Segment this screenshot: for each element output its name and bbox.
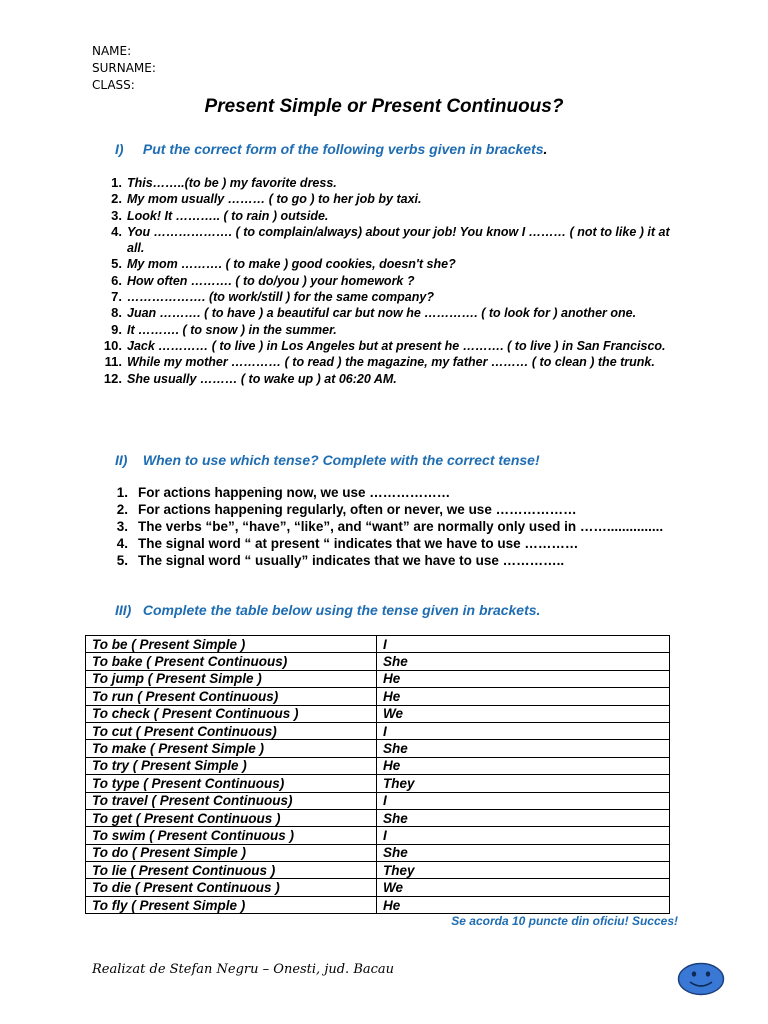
item-text: It ………. ( to snow ) in the summer. — [127, 322, 337, 337]
item-text: While my mother ………… ( to read ) the magazine, my father ……… ( to clean ) the trunk. — [127, 355, 655, 370]
verb-cell: To be ( Present Simple ) — [86, 636, 377, 653]
exercise-1-item — [100, 208, 690, 224]
tense-table — [85, 635, 670, 914]
class-label: CLASS: — [92, 78, 135, 92]
verb-cell: To bake ( Present Continuous) — [86, 653, 377, 670]
exercise-2-item — [100, 518, 680, 535]
table-row — [86, 827, 670, 844]
subject-cell: She — [377, 844, 670, 861]
section-1-heading — [115, 141, 547, 157]
exercise-2-item — [100, 535, 680, 552]
exercise-1-item — [100, 175, 690, 191]
item-number: 12. — [103, 370, 122, 386]
exercise-1-item — [100, 305, 690, 321]
smiley-face-icon — [677, 962, 725, 996]
verb-cell: To run ( Present Continuous) — [86, 688, 377, 705]
verb-cell: To lie ( Present Continuous ) — [86, 862, 377, 879]
item-number: 2. — [111, 191, 122, 207]
table-row — [86, 844, 670, 861]
verb-cell: To do ( Present Simple ) — [86, 844, 377, 861]
exercise-2-item — [100, 501, 680, 518]
subject-cell: I — [377, 792, 670, 809]
section-2-roman: II) — [115, 452, 128, 468]
section-1-roman: I) — [115, 141, 124, 157]
table-row — [86, 775, 670, 792]
item-text: Look! It ……….. ( to rain ) outside. — [127, 208, 329, 223]
page-title: Present Simple or Present Continuous? — [204, 96, 564, 117]
table-row — [86, 722, 670, 739]
verb-cell: To swim ( Present Continuous ) — [86, 827, 377, 844]
surname-label: SURNAME: — [92, 61, 156, 75]
author-footer: Realizat de Stefan Negru – Onesti, jud. Bacau — [92, 962, 395, 977]
subject-cell: They — [377, 862, 670, 879]
item-number: 11. — [104, 354, 122, 370]
subject-cell: He — [377, 757, 670, 774]
section-2-heading — [115, 452, 540, 468]
exercise-1-item — [100, 371, 690, 387]
item-number: 8. — [111, 305, 122, 321]
item-number: 7. — [111, 289, 122, 305]
item-text: My mom usually ……… ( to go ) to her job by taxi. — [127, 192, 422, 207]
item-number: 5. — [111, 256, 122, 272]
exercise-2-item — [100, 484, 680, 501]
item-number: 5. — [116, 553, 128, 568]
item-text: For actions happening now, we use ……………… — [138, 485, 451, 500]
verb-cell: To type ( Present Continuous) — [86, 775, 377, 792]
item-text: She usually ……… ( to wake up ) at 06:20 AM. — [127, 371, 397, 386]
subject-cell: We — [377, 705, 670, 722]
item-number: 2. — [116, 502, 128, 517]
exercise-1-item — [100, 256, 690, 272]
verb-cell: To travel ( Present Continuous) — [86, 792, 377, 809]
table-row — [86, 862, 670, 879]
table-row — [86, 792, 670, 809]
table-row — [86, 879, 670, 896]
table-row — [86, 809, 670, 826]
table-row — [86, 740, 670, 757]
item-number: 10. — [103, 337, 122, 353]
verb-cell: To die ( Present Continuous ) — [86, 879, 377, 896]
section-2-heading-text: When to use which tense? Complete with the correct tense! — [142, 452, 540, 468]
item-text: For actions happening regularly, often or never, we use ……………… — [138, 502, 577, 517]
subject-cell: He — [377, 688, 670, 705]
item-number: 4. — [116, 536, 128, 551]
subject-cell: She — [377, 809, 670, 826]
item-number: 9. — [111, 321, 122, 337]
item-text: How often ………. ( to do/you ) your homework ? — [127, 273, 415, 288]
item-text: Juan ………. ( to have ) a beautiful car but now he …………. ( to look for ) another one. — [127, 306, 637, 321]
table-row — [86, 688, 670, 705]
subject-cell: She — [377, 740, 670, 757]
item-number: 1. — [111, 175, 122, 190]
item-text: This……..(to be ) my favorite dress. — [127, 176, 337, 190]
section-1-heading-text: Put the correct form of the following verbs given in brackets — [142, 141, 544, 157]
subject-cell: I — [377, 827, 670, 844]
item-text: My mom ………. ( to make ) good cookies, doesn't she? — [127, 257, 456, 272]
exercise-1-item — [100, 322, 690, 338]
section-3-heading — [115, 602, 540, 618]
exercise-1-item — [100, 273, 690, 289]
verb-cell: To check ( Present Continuous ) — [86, 705, 377, 722]
subject-cell: He — [377, 896, 670, 913]
subject-cell: He — [377, 670, 670, 687]
table-row — [86, 670, 670, 687]
item-text: Jack ………… ( to live ) in Los Angeles but at present he ………. ( to live ) in San Francisco. — [127, 338, 666, 353]
item-text: The signal word “ at present “ indicates that we have to use ………… — [138, 536, 579, 551]
section-3-heading-text: Complete the table below using the tense given in brackets. — [142, 602, 541, 618]
item-number: 3. — [116, 519, 128, 534]
item-number: 4. — [111, 223, 122, 239]
item-number: 1. — [116, 485, 128, 500]
exercise-1-list — [100, 175, 690, 387]
verb-cell: To try ( Present Simple ) — [86, 757, 377, 774]
table-row — [86, 636, 670, 653]
student-info-header — [92, 43, 156, 94]
table-row — [86, 705, 670, 722]
exercise-1-item — [100, 338, 690, 354]
verb-cell: To cut ( Present Continuous) — [86, 722, 377, 739]
subject-cell: She — [377, 653, 670, 670]
name-label: NAME: — [92, 44, 132, 58]
item-text: The signal word “ usually” indicates that we have to use ………….. — [138, 553, 565, 568]
section-3-roman: III) — [115, 602, 132, 618]
exercise-2-list — [100, 484, 680, 569]
item-text: You ………………. ( to complain/always) about your job! You know I ……… ( not to like ) it at all. — [127, 224, 670, 256]
verb-cell: To make ( Present Simple ) — [86, 740, 377, 757]
subject-cell: They — [377, 775, 670, 792]
item-text: ………………. (to work/still ) for the same company? — [127, 290, 434, 305]
item-number: 6. — [111, 272, 122, 288]
section-1-heading-tail: . — [543, 141, 548, 157]
subject-cell: I — [377, 722, 670, 739]
verb-cell: To fly ( Present Simple ) — [86, 896, 377, 913]
exercise-1-item — [100, 289, 690, 305]
exercise-2-item — [100, 552, 680, 569]
subject-cell: I — [377, 636, 670, 653]
table-row — [86, 757, 670, 774]
bonus-note: Se acorda 10 puncte din oficiu! Succes! — [451, 914, 678, 928]
verb-cell: To get ( Present Continuous ) — [86, 809, 377, 826]
table-row — [86, 896, 670, 913]
exercise-1-item — [100, 224, 690, 257]
verb-cell: To jump ( Present Simple ) — [86, 670, 377, 687]
subject-cell: We — [377, 879, 670, 896]
item-number: 3. — [111, 207, 122, 223]
exercise-1-item — [100, 354, 690, 370]
item-text: The verbs “be”, “have”, “like”, and “want” are normally only used in ……............... — [138, 519, 664, 534]
exercise-1-item — [100, 191, 690, 207]
table-row — [86, 653, 670, 670]
